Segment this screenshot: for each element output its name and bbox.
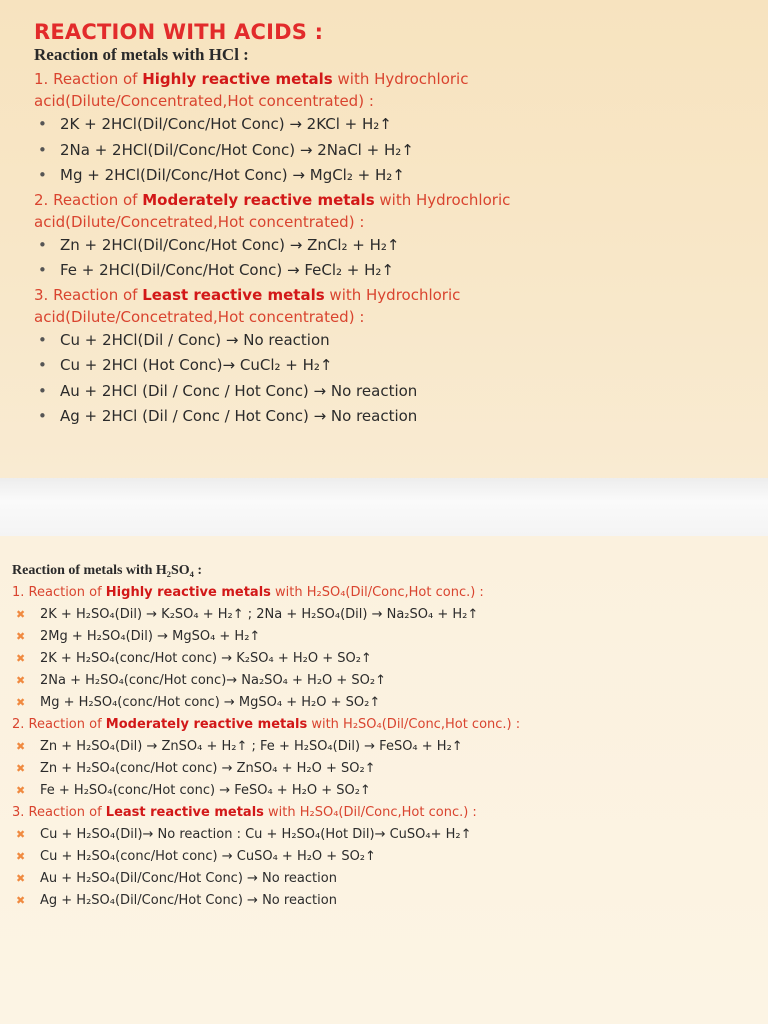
equation-text: Au + 2HCl (Dil / Conc / Hot Conc) → No reaction [60, 381, 418, 400]
equation-text: 2K + H₂SO₄(Dil) → K₂SO₄ + H₂↑ ; 2Na + H₂SO₄(Dil) → Na₂SO₄ + H₂↑ [40, 607, 479, 622]
page-title: REACTION WITH ACIDS : [34, 20, 324, 44]
equation-text: Cu + H₂SO₄(Dil)→ No reaction : Cu + H₂SO₄(Hot Dil)→ CuSO₄+ H₂↑ [40, 827, 472, 842]
equation-item [12, 692, 768, 714]
equation-item [34, 379, 768, 405]
cross-bullet-icon: ✖ [16, 762, 26, 775]
bullet-icon: • [38, 330, 47, 349]
heading-bold: Highly reactive metals [105, 585, 271, 600]
equation-text: Zn + H₂SO₄(conc/Hot conc) → ZnSO₄ + H₂O + SO₂↑ [40, 761, 376, 776]
heading-bold: Highly reactive metals [142, 70, 333, 88]
equation-text: 2Na + 2HCl(Dil/Conc/Hot Conc) → 2NaCl + H₂↑ [60, 140, 414, 159]
equation-item [12, 648, 768, 670]
heading-bold: Least reactive metals [105, 805, 264, 820]
equation-text: Ag + H₂SO₄(Dil/Conc/Hot Conc) → No reaction [40, 893, 337, 908]
equation-text: Cu + 2HCl(Dil / Conc) → No reaction [60, 330, 330, 349]
equation-item [12, 824, 768, 846]
equation-item [12, 626, 768, 648]
equation-text: Zn + H₂SO₄(Dil) → ZnSO₄ + H₂↑ ; Fe + H₂SO₄(Dil) → FeSO₄ + H₂↑ [40, 739, 463, 754]
cross-bullet-icon: ✖ [16, 608, 26, 621]
h2so4-section-least-reactive [12, 802, 768, 912]
equation-item [12, 758, 768, 780]
heading-prefix: 3. Reaction of [34, 285, 143, 304]
section-heading-line2: acid(Dilute/Concentrated,Hot concentrated) : [34, 92, 374, 110]
equation-item [12, 868, 768, 890]
equation-item [34, 112, 768, 138]
cross-bullet-icon: ✖ [16, 652, 26, 665]
heading-suffix: with H₂SO₄(Dil/Conc,Hot conc.) : [270, 585, 484, 600]
equation-item [34, 138, 768, 164]
section-heading [12, 714, 768, 736]
bullet-icon: • [38, 140, 47, 159]
equation-item [34, 163, 768, 189]
equation-item [34, 328, 768, 354]
equation-item [12, 890, 768, 912]
equation-item [34, 404, 768, 430]
heading-suffix: with H₂SO₄(Dil/Conc,Hot conc.) : [307, 717, 521, 732]
hcl-subtitle: Reaction of metals with HCl : [34, 45, 249, 64]
equation-item [12, 846, 768, 868]
bullet-icon: • [38, 356, 47, 374]
equation-text: 2Na + H₂SO₄(conc/Hot conc)→ Na₂SO₄ + H₂O + SO₂↑ [40, 673, 387, 688]
heading-prefix: 2. Reaction of [12, 717, 106, 732]
heading-suffix: with Hydrochloric [324, 285, 461, 304]
cross-bullet-icon: ✖ [16, 696, 26, 709]
equation-item [12, 780, 768, 802]
bullet-icon: • [38, 381, 47, 400]
section-heading [34, 68, 768, 90]
heading-bold: Least reactive metals [142, 285, 325, 304]
hcl-section-highly-reactive [34, 68, 768, 189]
heading-suffix: with H₂SO₄(Dil/Conc,Hot conc.) : [263, 805, 477, 820]
equation-text: 2K + H₂SO₄(conc/Hot conc) → K₂SO₄ + H₂O + SO₂↑ [40, 651, 372, 666]
equation-item [12, 604, 768, 626]
hcl-section-least-reactive [34, 284, 768, 430]
equation-text: Fe + H₂SO₄(conc/Hot conc) → FeSO₄ + H₂O + SO₂↑ [40, 783, 371, 798]
h2so4-subtitle: Reaction of metals with H₂SO₄ : [12, 563, 202, 578]
equation-text: Zn + 2HCl(Dil/Conc/Hot Conc) → ZnCl₂ + H₂↑ [60, 235, 400, 254]
heading-suffix: with Hydrochloric [374, 190, 511, 209]
h2so4-section-highly-reactive [12, 582, 768, 714]
equation-text: 2Mg + H₂SO₄(Dil) → MgSO₄ + H₂↑ [40, 629, 261, 644]
heading-prefix: 2. Reaction of [34, 190, 143, 209]
equation-item [34, 233, 768, 259]
cross-bullet-icon: ✖ [16, 784, 26, 797]
heading-prefix: 1. Reaction of [34, 70, 143, 88]
cross-bullet-icon: ✖ [16, 674, 26, 687]
section-heading [12, 802, 768, 824]
equation-text: Mg + 2HCl(Dil/Conc/Hot Conc) → MgCl₂ + H₂↑ [60, 166, 405, 184]
section-heading-line2: acid(Dilute/Concetrated,Hot concentrated) : [34, 212, 365, 231]
equation-item [12, 736, 768, 758]
section-heading [12, 582, 768, 604]
heading-prefix: 1. Reaction of [12, 585, 106, 600]
cross-bullet-icon: ✖ [16, 740, 26, 753]
cross-bullet-icon: ✖ [16, 630, 26, 643]
equation-text: Cu + 2HCl (Hot Conc)→ CuCl₂ + H₂↑ [60, 356, 333, 374]
bullet-icon: • [38, 115, 47, 133]
bullet-icon: • [38, 407, 47, 425]
equation-item [34, 258, 768, 284]
equation-item [34, 353, 768, 379]
section-heading-line2: acid(Dilute/Concetrated,Hot concentrated) : [34, 307, 365, 326]
h2so4-section-moderately-reactive [12, 714, 768, 802]
equation-text: Ag + 2HCl (Dil / Conc / Hot Conc) → No reaction [60, 407, 418, 425]
hcl-reactions-panel [0, 0, 768, 478]
cross-bullet-icon: ✖ [16, 850, 26, 863]
equation-text: Mg + H₂SO₄(conc/Hot conc) → MgSO₄ + H₂O + SO₂↑ [40, 695, 381, 710]
heading-bold: Moderately reactive metals [142, 190, 375, 209]
section-heading [34, 284, 768, 306]
equation-text: Fe + 2HCl(Dil/Conc/Hot Conc) → FeCl₂ + H₂↑ [60, 261, 394, 279]
section-heading [34, 189, 768, 211]
equation-text: 2K + 2HCl(Dil/Conc/Hot Conc) → 2KCl + H₂↑ [60, 115, 392, 133]
h2so4-reactions-panel [0, 536, 768, 1024]
bullet-icon: • [38, 166, 47, 184]
cross-bullet-icon: ✖ [16, 828, 26, 841]
equation-text: Cu + H₂SO₄(conc/Hot conc) → CuSO₄ + H₂O + SO₂↑ [40, 849, 376, 864]
heading-prefix: 3. Reaction of [12, 805, 106, 820]
cross-bullet-icon: ✖ [16, 872, 26, 885]
hcl-section-moderately-reactive [34, 189, 768, 284]
equation-text: Au + H₂SO₄(Dil/Conc/Hot Conc) → No reaction [40, 871, 337, 886]
equation-item [12, 670, 768, 692]
bullet-icon: • [38, 235, 47, 254]
heading-suffix: with Hydrochloric [332, 70, 469, 88]
panel-divider [0, 478, 768, 536]
heading-bold: Moderately reactive metals [105, 717, 308, 732]
cross-bullet-icon: ✖ [16, 894, 26, 907]
bullet-icon: • [38, 261, 47, 279]
